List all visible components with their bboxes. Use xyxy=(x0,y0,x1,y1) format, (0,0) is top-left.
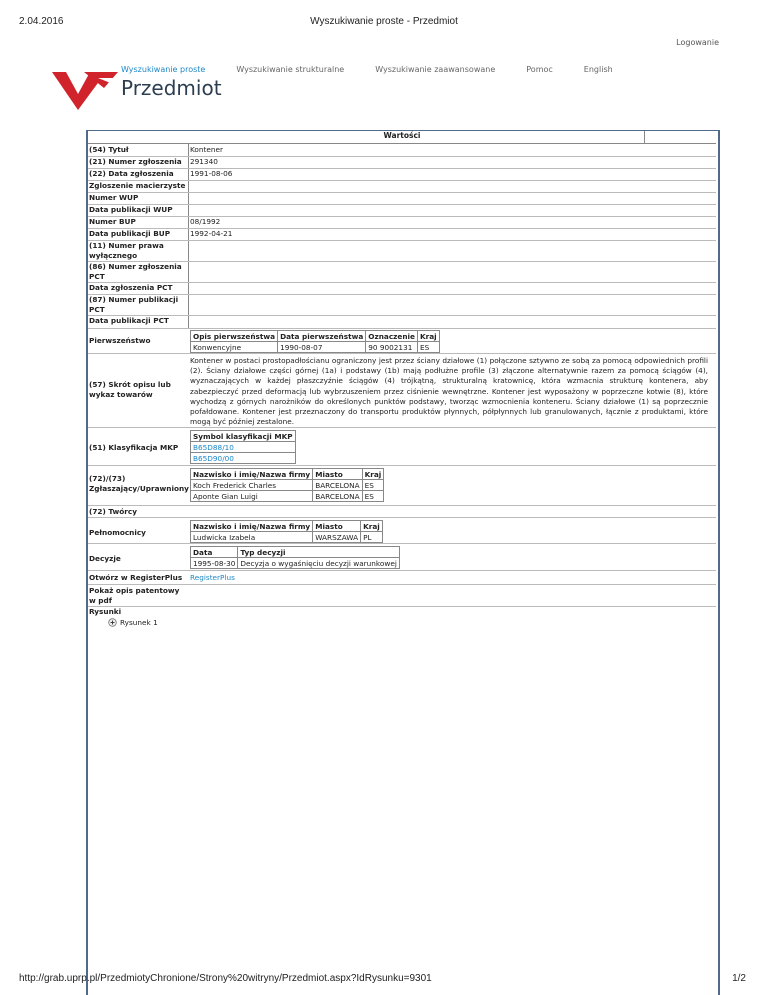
uprp-logo xyxy=(52,66,120,110)
print-date: 2.04.2016 xyxy=(19,16,64,27)
table-row xyxy=(191,442,296,453)
applicants-table: Nazwisko i imię/Nazwa firmy Miasto Kraj Koch Frederick Charles BARCELONA ES Aponte Gian Luigi BARCELONA ES xyxy=(190,468,384,502)
decisions-table: Data Typ decyzji 1995-08-30 Decyzja o wygaśnięciu decyzji warunkowej xyxy=(190,546,400,569)
label-pierwszenstwo: Pierwszeństwo xyxy=(89,336,151,345)
print-title: Wyszukiwanie proste - Przedmiot xyxy=(310,16,458,27)
nav-advanced-search[interactable]: Wyszukiwanie zaawansowane xyxy=(375,65,496,74)
priority-header-oznaczenie: Oznaczenie xyxy=(366,331,418,342)
label-tytul: (54) Tytuł xyxy=(89,145,129,154)
table-row: Konwencyjne 1990-08-07 90 9002131 ES xyxy=(191,342,440,353)
registerplus-link[interactable]: RegisterPlus xyxy=(190,573,235,582)
drawing-item[interactable] xyxy=(108,618,158,627)
priority-header-opis: Opis pierwszeństwa xyxy=(191,331,278,342)
value-data-zgloszenia: 1991-08-06 xyxy=(190,169,233,178)
label-data-publikacji-bup: Data publikacji BUP xyxy=(89,229,171,238)
main-nav xyxy=(121,65,644,74)
priority-header-kraj: Kraj xyxy=(418,331,440,342)
value-numer-zgloszenia: 291340 xyxy=(190,157,218,166)
mkp-table xyxy=(190,430,296,464)
value-data-publikacji-bup: 1992-04-21 xyxy=(190,229,233,238)
drawing-label: Rysunek 1 xyxy=(120,618,158,627)
label-numer-prawa: (11) Numer prawa wyłącznego xyxy=(89,241,164,260)
label-data-publikacji-wup: Data publikacji WUP xyxy=(89,205,173,214)
nav-structural-search[interactable]: Wyszukiwanie strukturalne xyxy=(236,65,345,74)
label-numer-zgloszenia-pct: (86) Numer zgłoszenia PCT xyxy=(89,262,182,281)
table-row xyxy=(191,453,296,464)
values-header: Wartości xyxy=(383,131,421,140)
nav-help[interactable]: Pomoc xyxy=(526,65,553,74)
footer-page: 1/2 xyxy=(732,973,746,984)
login-link[interactable]: Logowanie xyxy=(676,38,719,47)
nav-english[interactable]: English xyxy=(583,65,613,74)
label-zglaszajacy: (72)/(73) Zgłaszający/Uprawniony xyxy=(89,474,189,493)
label-decyzje: Decyzje xyxy=(89,554,121,563)
label-klasyfikacja: (51) Klasyfikacja MKP xyxy=(89,443,179,452)
label-pelnomocnicy: Pełnomocnicy xyxy=(89,528,146,537)
priority-table xyxy=(190,330,440,353)
table-row: Koch Frederick Charles BARCELONA ES xyxy=(191,480,384,491)
value-numer-bup: 08/1992 xyxy=(190,217,221,226)
value-tytul: Kontener xyxy=(190,145,223,154)
label-zgloszenie-macierzyste: Zgloszenie macierzyste xyxy=(89,181,186,190)
table-row: 1995-08-30 Decyzja o wygaśnięciu decyzji warunkowej xyxy=(191,558,400,569)
label-registerplus: Otwórz w RegisterPlus xyxy=(89,573,183,582)
mkp-link[interactable]: B65D88/10 xyxy=(191,442,296,453)
label-numer-zgloszenia: (21) Numer zgłoszenia xyxy=(89,157,182,166)
label-numer-publikacji-pct: (87) Numer publikacji PCT xyxy=(89,295,179,314)
mkp-header: Symbol klasyfikacji MKP xyxy=(191,431,296,442)
footer-url: http://grab.uprp.pl/PrzedmiotyChronione/Strony%20witryny/Przedmiot.aspx?IdRysunku=9301 xyxy=(19,973,432,984)
expand-icon[interactable] xyxy=(108,618,117,627)
label-numer-bup: Numer BUP xyxy=(89,217,136,226)
table-row: Ludwicka Izabela WARSZAWA PL xyxy=(191,532,383,543)
label-data-zgloszenia-pct: Data zgłoszenia PCT xyxy=(89,283,173,292)
label-pdf: Pokaż opis patentowy w pdf xyxy=(89,586,180,605)
priority-header-data: Data pierwszeństwa xyxy=(278,331,366,342)
mkp-link[interactable]: B65D90/00 xyxy=(191,453,296,464)
abstract-text: Kontener w postaci prostopadłościanu ograniczony jest przez ściany działowe (1) połączone sztywno ze sobą za pomocą odpowiednich profili (2). Ściany działowe części górnej (1a) i podstawy (1b) mają podłużne profile (3) złączone alternatywnie razem za pomocą ściągów (4), wyznaczających w każdej płaszczyźnie ściągów (4) trójkątną, strukturalną kratownicę, która wzmacnia strukturę kontenera, aby zabezpieczyć przed deformacją lub wybrzuszeniem przez ciśnienie wewnętrzne. Kontener jest wyposażony w poprzeczne kotwie (8), które wychodzą z górnych narożników do określonych punktów podstawy, tworząc wzmocnienia konteneru. Ściany działowe (1) są poprzecznie pofałdowane. Kontener jest przeznaczony do transportu produktów płynnych, półpłynnych lub granulowanych, łącznie z produktami, które mogą być później zestalone. xyxy=(190,356,708,427)
label-rysunki: Rysunki xyxy=(89,607,122,616)
values-header-row xyxy=(88,131,716,144)
label-data-publikacji-pct: Data publikacji PCT xyxy=(89,316,169,325)
label-numer-wup: Numer WUP xyxy=(89,193,139,202)
attorney-table: Nazwisko i imię/Nazwa firmy Miasto Kraj Ludwicka Izabela WARSZAWA PL xyxy=(190,520,383,543)
nav-simple-search[interactable]: Wyszukiwanie proste xyxy=(121,65,206,74)
label-skrot-opisu: (57) Skrót opisu lub wykaz towarów xyxy=(89,380,171,399)
table-row: Aponte Gian Luigi BARCELONA ES xyxy=(191,491,384,502)
label-tworcy: (72) Twórcy xyxy=(89,507,137,516)
page-title: Przedmiot xyxy=(121,76,222,100)
label-data-zgloszenia: (22) Data zgłoszenia xyxy=(89,169,174,178)
